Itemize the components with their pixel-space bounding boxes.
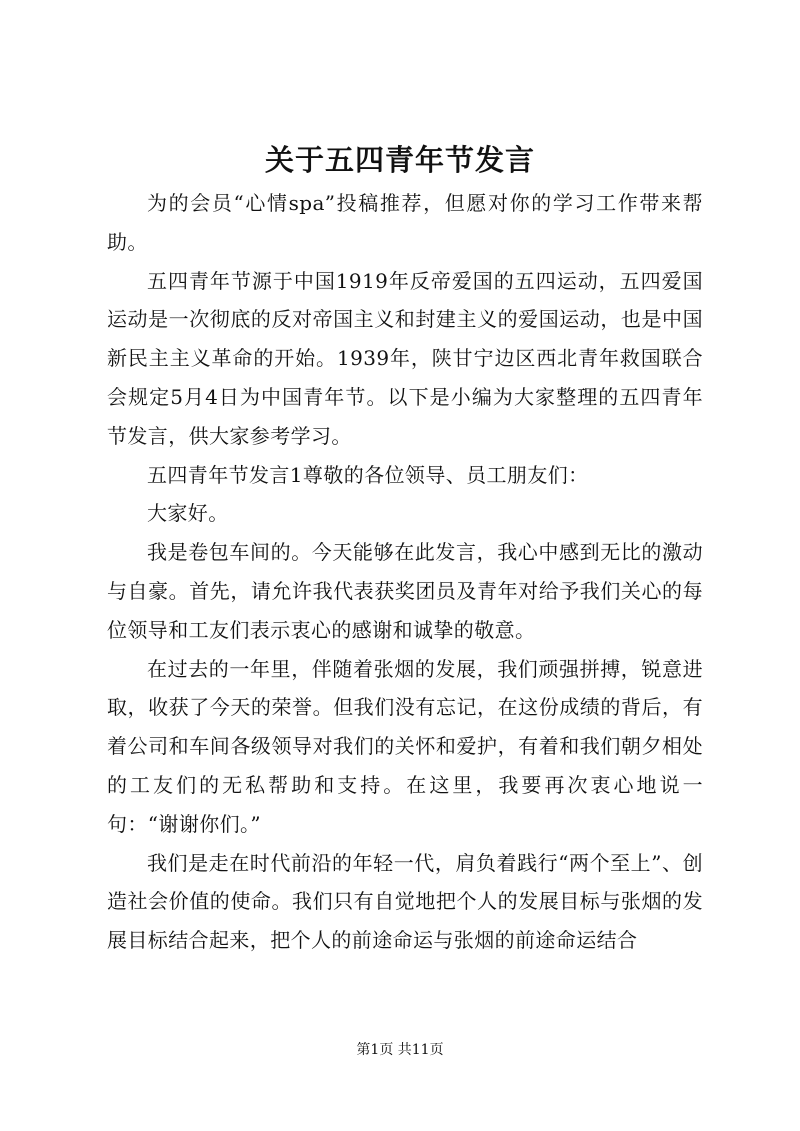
document-body	[107, 184, 703, 960]
paragraph-origin: 五四青年节源于中国1919年反帝爱国的五四运动，五四爱国运动是一次彻底的反对帝国主义和封建主义的爱国运动，也是中国新民主主义革命的开始。1939年，陕甘宁边区西北青年救国联合会规定5月4日为中国青年节。以下是小编为大家整理的五四青年节发言，供大家参考学习。	[107, 268, 703, 448]
document-title: 关于五四青年节发言	[264, 143, 535, 177]
paragraph-self-intro: 我是卷包车间的。今天能够在此发言，我心中感到无比的激动与自豪。首先，请允许我代表获奖团员及青年对给予我们关心的每位领导和工友们表示衷心的感谢和诚挚的敬意。	[107, 540, 703, 642]
paragraph-speech-heading: 五四青年节发言1尊敬的各位领导、员工朋友们：	[147, 462, 589, 487]
paragraph-intro: 为的会员“心情spa”投稿推荐，但愿对你的学习工作带来帮助。	[107, 191, 703, 254]
page-number-footer: 第1页 共11页	[356, 1042, 444, 1058]
paragraph-past-year: 在过去的一年里，伴随着张烟的发展，我们顽强拼搏，锐意进取，收获了今天的荣誉。但我们没有忘记，在这份成绩的背后，有着公司和车间各级领导对我们的关怀和爱护，有着和我们朝夕相处的工友们的无私帮助和支持。在这里，我要再次衷心地说一句：“谢谢你们。”	[107, 656, 703, 836]
paragraph-greeting: 大家好。	[147, 501, 229, 526]
paragraph-mission: 我们是走在时代前沿的年轻一代，肩负着践行“两个至上”、创造社会价值的使命。我们只有自觉地把个人的发展目标与张烟的发展目标结合起来，把个人的前途命运与张烟的前途命运结合	[107, 850, 703, 953]
